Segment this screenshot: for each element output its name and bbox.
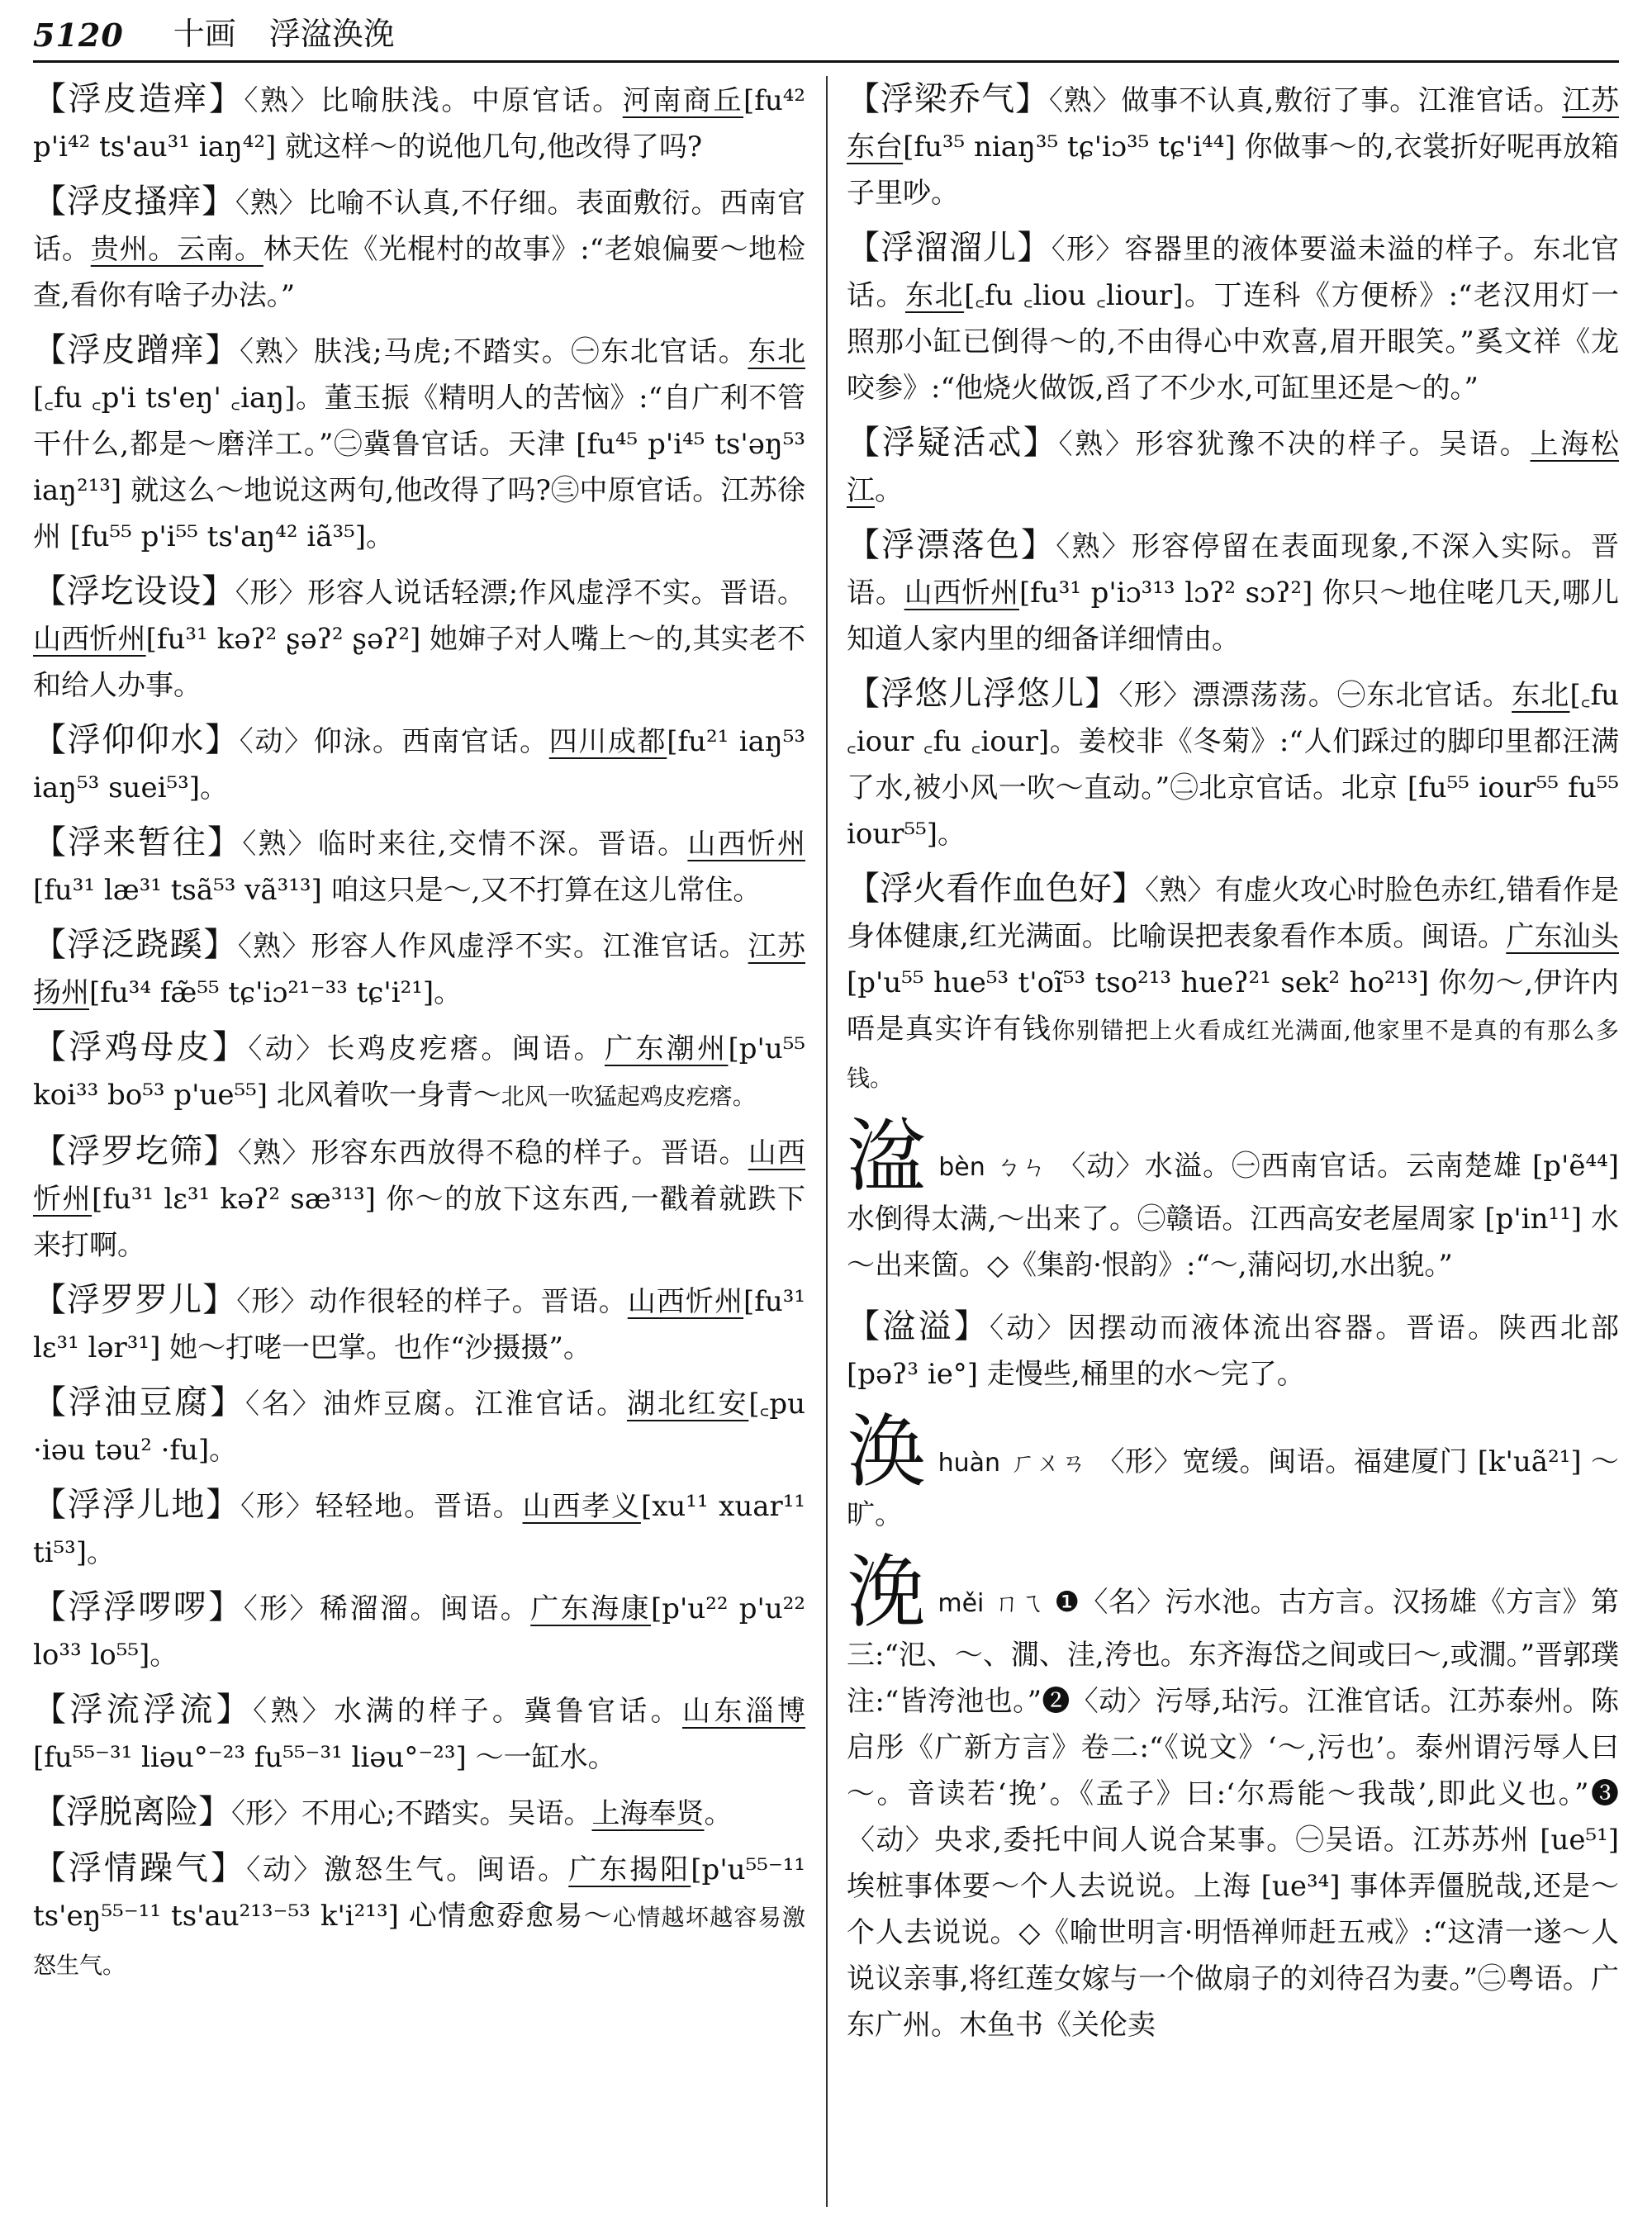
pinyin: měi [938, 1589, 985, 1618]
dictionary-entry [33, 327, 805, 560]
dictionary-entry [33, 1128, 805, 1269]
dictionary-entry [33, 1482, 805, 1576]
definition: 形容东西放得不稳的样子。晋语。 [311, 1136, 748, 1170]
entry-headword: 【浮溜溜儿】 [847, 229, 1051, 267]
entry-headword: 【浮脱离险】 [33, 1793, 231, 1831]
entry-text: 。 [704, 1797, 733, 1830]
part-of-speech: 〈动〉 [248, 1032, 327, 1065]
character-entry [847, 1546, 1619, 2048]
dictionary-entry [33, 1024, 805, 1120]
dictionary-entry [33, 178, 805, 319]
location: 上海奉贤 [591, 1797, 705, 1830]
entry-headword: 【浮油豆腐】 [33, 1383, 246, 1421]
definition: 容器里的液体要溢未溢的样子。东北官话。 [847, 233, 1619, 312]
entry-text: 污水池。古方言。汉扬雄《方言》第三:“氾、～、㵎、洼,洿也。东齐海岱之间或曰～,或㵎。”晋郭璞注:“皆洿池也。”❷〈动〉污辱,玷污。江淮官话。江苏泰州。陈启彤《广新方言》卷二:“《说文》‘～,污也’。泰州谓污辱人曰～。音读若‘挽’。《孟子》曰:‘尔焉能～我哉’,即此义也。”❸〈动〉央求,委托中间人说合某事。㊀吴语。江苏苏州 [ue⁵¹] 埃桩事体要～个人去说说。上海 [ue³⁴] 事体弄僵脱哉,还是～个人去说说。◇《喻世明言·明悟禅师赶五戒》:“这清一遂～人说议亲事,将红莲女嫁与一个做扇子的刘待召为妻。”㊁粤语。广东广州。木鱼书《关伦卖 [847, 1586, 1619, 2042]
definition: 形容人说话轻漂;作风虚浮不实。晋语。 [307, 576, 805, 610]
part-of-speech: 〈形〉 [1096, 1445, 1183, 1478]
dictionary-entry [33, 1277, 805, 1371]
location: 山西忻州 [33, 623, 146, 656]
entry-text: [fu⁵⁵⁻³¹ liəu°⁻²³ fu⁵⁵⁻³¹ liəu°⁻²³] ～一缸水。 [33, 1741, 616, 1774]
location: 山西忻州 [687, 828, 805, 861]
location: 河南商丘 [622, 84, 744, 117]
dictionary-entry [33, 1379, 805, 1473]
definition: 油炸豆腐。江淮官话。 [322, 1388, 627, 1421]
entry-text: [꜀pu ·iəu təu² ·fu]。 [33, 1388, 805, 1467]
dictionary-entry [33, 922, 805, 1016]
definition: 激怒生气。闽语。 [324, 1853, 569, 1886]
location: 湖北红安 [626, 1388, 749, 1421]
pinyin: bèn [938, 1153, 985, 1182]
location: 山西忻州 [627, 1285, 743, 1318]
part-of-speech: 〈动〉 [1057, 1150, 1145, 1183]
entry-text: 。 [875, 474, 903, 507]
entry-headword: 【浮皮蹭痒】 [33, 331, 240, 369]
dictionary-entry [847, 76, 1619, 216]
part-of-speech: 〈熟〉 [1056, 530, 1132, 563]
dictionary-entry [847, 225, 1619, 411]
location: 贵州。云南。 [90, 233, 263, 266]
entry-headword: 【浮疑活忒】 [847, 424, 1059, 462]
definition: 临时来往,交情不深。晋语。 [317, 828, 688, 861]
dictionary-entry [33, 1789, 805, 1837]
dictionary-entry [847, 671, 1619, 857]
dictionary-entry [33, 1687, 805, 1781]
entry-text: [꜀fu ꜀iour ꜀fu ꜀iour]。姜校非《冬菊》:“人们踩过的脚印里都汪满了水,被小风一吹～直动。”㊁北京官话。北京 [fu⁵⁵ iour⁵⁵ fu⁵⁵ iour⁵⁵]。 [847, 679, 1619, 851]
character-entry [847, 1110, 1619, 1288]
location: 山西孝义 [522, 1490, 641, 1523]
location: 广东潮州 [604, 1032, 729, 1065]
part-of-speech: 〈动〉 [246, 1853, 325, 1886]
right-column [847, 76, 1619, 2207]
part-of-speech: 〈熟〉 [239, 335, 314, 368]
headword-character: 涣 [847, 1406, 927, 1498]
definition: 轻轻地。晋语。 [315, 1490, 523, 1523]
definition: 形容犹豫不决的样子。吴语。 [1135, 428, 1531, 461]
location: 广东海康 [530, 1592, 651, 1625]
entry-text: [p'u²² p'u²² lo³³ lo⁵⁵]。 [33, 1592, 805, 1672]
part-of-speech: 〈形〉 [1118, 679, 1193, 712]
location: 江苏东台 [847, 84, 1619, 164]
part-of-speech: 〈熟〉 [237, 930, 311, 963]
zhuyin: ㄅㄣ [995, 1153, 1048, 1182]
definition: 形容停留在表面现象,不深入实际。晋语。 [847, 530, 1619, 610]
part-of-speech: 〈熟〉 [253, 1695, 335, 1728]
entry-text: [fu³⁴ fæ̃⁵⁵ tɕ'iɔ²¹⁻³³ tɕ'i²¹]。 [89, 976, 463, 1009]
part-of-speech: 〈熟〉 [1145, 874, 1216, 907]
dictionary-entry [33, 1584, 805, 1678]
zhuyin: ㄇㄟ [994, 1589, 1045, 1618]
entry-headword: 【浮圪设设】 [33, 572, 235, 610]
entry-headword: 【浮浮儿地】 [33, 1486, 241, 1524]
definition: 漂漂荡荡。㊀东北官话。 [1192, 679, 1512, 712]
gloss-note: 你别错把上火看成红光满面,他家里不是真的有那么多钱。 [847, 1017, 1619, 1092]
entry-text: [xu¹¹ xuar¹¹ ti⁵³]。 [33, 1490, 805, 1569]
part-of-speech: 〈形〉 [231, 1797, 301, 1830]
zhuyin: ㄏㄨㄢ [1010, 1449, 1087, 1478]
part-of-speech: 〈熟〉 [242, 828, 318, 861]
part-of-speech: 〈熟〉 [1048, 84, 1122, 117]
entry-text: [fu³¹ læ³¹ tsã⁵³ vã³¹³] 咱这只是～,又不打算在这儿常住。 [33, 874, 762, 907]
location: 四川成都 [548, 725, 667, 758]
entry-text: [꜀fu ꜀p'i ts'eŋ' ꜀iaŋ]。董玉振《精明人的苦恼》:“自广利不管干什么,都是～磨洋工。”㊁冀鲁官话。天津 [fu⁴⁵ p'i⁴⁵ ts'əŋ⁵³ iaŋ²¹³] 就这么～地说这两句,他改得了吗?㊂中原官话。江苏徐州 [fu⁵⁵ p'i⁵⁵ ts'aŋ⁴² iã³⁵]。 [33, 382, 805, 553]
definition: 长鸡皮疙瘩。闽语。 [326, 1032, 605, 1065]
definition: 形容人作风虚浮不实。江淮官话。 [311, 930, 748, 963]
definition: 比喻不认真,不仔细。表面敷衍。西南官话。 [33, 187, 805, 266]
part-of-speech: 〈熟〉 [237, 1136, 311, 1170]
location: 东北 [748, 335, 805, 368]
part-of-speech: 〈形〉 [243, 1592, 320, 1625]
part-of-speech: 〈名〉 [245, 1388, 323, 1421]
definition: 有虚火攻心时脸色赤红,错看作是身体健康,红光满面。比喻误把表象看作本质。闽语。 [847, 874, 1619, 953]
dictionary-entry [847, 522, 1619, 662]
entry-headword: 【浮情躁气】 [33, 1849, 247, 1887]
dictionary-entry [33, 717, 805, 811]
entry-text: [fu³¹ kəʔ² ʂəʔ² ʂəʔ²] 她婶子对人嘴上～的,其实老不和给人办事。 [33, 623, 805, 702]
entry-text: [p'u⁵⁵⁻¹¹ ts'eŋ⁵⁵⁻¹¹ ts'au²¹³⁻⁵³ k'i²¹³] 心情愈孬愈易～ [33, 1853, 805, 1933]
header-chars: 浮湓涣浼 [268, 16, 395, 52]
definition: 稀溜溜。闽语。 [320, 1592, 531, 1625]
part-of-speech: 〈形〉 [236, 1285, 310, 1318]
entry-headword: 【浮浮啰啰】 [33, 1588, 244, 1626]
location: 广东汕头 [1506, 920, 1619, 953]
entry-headword: 【浮流浮流】 [33, 1691, 254, 1729]
pinyin: huàn [938, 1449, 1001, 1478]
part-of-speech: ❶〈名〉 [1054, 1586, 1165, 1619]
entry-headword: 【浮仰仰水】 [33, 721, 240, 759]
part-of-speech: 〈动〉 [239, 725, 314, 758]
part-of-speech: 〈熟〉 [235, 187, 308, 220]
part-of-speech: 〈形〉 [1051, 233, 1125, 266]
entry-headword: 【浮漂落色】 [847, 526, 1056, 564]
entry-text: [fu⁴² p'i⁴² ts'au³¹ iaŋ⁴²] 就这样～的说他几句,他改得了吗? [33, 84, 805, 164]
entry-text: [fu²¹ iaŋ⁵³ iaŋ⁵³ suei⁵³]。 [33, 725, 805, 804]
location: 江苏扬州 [33, 930, 805, 1009]
entry-headword: 【浮皮造痒】 [33, 80, 244, 118]
dictionary-entry [847, 866, 1619, 1102]
entry-headword: 【浮梁乔气】 [847, 80, 1049, 118]
headword-character: 浼 [847, 1546, 927, 1639]
location: 广东揭阳 [568, 1853, 691, 1886]
dictionary-entry [33, 76, 805, 170]
entry-text: [fu³¹ lɛ³¹ kəʔ² sæ³¹³] 你～的放下这东西,一戳着就跌下来打啊。 [33, 1183, 805, 1262]
section-label: 十画 [173, 16, 236, 52]
left-column [33, 76, 805, 2207]
headword-character: 湓 [847, 1110, 928, 1203]
definition: 肤浅;马虎;不踏实。㊀东北官话。 [313, 335, 748, 368]
definition: 水满的样子。冀鲁官话。 [334, 1695, 682, 1728]
location: 山西忻州 [33, 1136, 805, 1216]
location: 上海松江 [847, 428, 1619, 507]
gloss-note: 北风一吹猛起鸡皮疙瘩。 [501, 1083, 756, 1110]
entry-headword: 【浮来暂往】 [33, 823, 243, 861]
definition: 动作很轻的样子。晋语。 [309, 1285, 628, 1318]
entry-headword: 【浮罗圪筛】 [33, 1132, 238, 1170]
dictionary-entry [847, 420, 1619, 514]
entry-text: [fu³¹ lɛ³¹ lər³¹] 她～打咾一巴掌。也作“沙摄摄”。 [33, 1285, 805, 1364]
sub-headword: 【湓溢】 [847, 1307, 990, 1345]
entry-headword: 【浮泛跷蹊】 [33, 926, 238, 964]
character-entry [847, 1303, 1619, 1397]
entry-text: [p'u⁵⁵ hue⁵³ t'oĩ⁵³ tso²¹³ hueʔ²¹ sek² ho²¹³] 你勿～,伊许内唔是真实许有钱 [847, 966, 1619, 1046]
entry-headword: 【浮悠儿浮悠儿】 [847, 675, 1119, 713]
character-entry [847, 1406, 1619, 1538]
location: 山西忻州 [904, 576, 1019, 610]
dictionary-entry [33, 1845, 805, 1989]
dictionary-entry [33, 819, 805, 913]
part-of-speech: 〈形〉 [240, 1490, 316, 1523]
entry-text: [꜀fu ꜀liou ꜀liour]。丁连科《方便桥》:“老汉用灯一照那小缸已倒得～的,不由得心中欢喜,眉开眼笑。”奚文祥《龙咬参》:“他烧火做饭,舀了不少水,可缸里还是～的。” [847, 279, 1619, 405]
part-of-speech: 〈熟〉 [244, 84, 321, 117]
entry-text: 宽缓。闽语。福建厦门 [k'uã²¹] ～旷。 [847, 1445, 1619, 1531]
location: 东北 [905, 279, 965, 312]
entry-text: [fu³¹ p'iɔ³¹³ lɔʔ² sɔʔ²] 你只～地住咾几天,哪儿知道人家内里的细备详细情由。 [847, 576, 1619, 656]
entry-text: [p'u⁵⁵ koi³³ bo⁵³ p'ue⁵⁵] 北风着吹一身青～ [33, 1032, 805, 1112]
entry-text: [fu³⁵ niaŋ³⁵ tɕ'iɔ³⁵ tɕ'i⁴⁴] 你做事～的,衣裳折好呢再放箱子里吵。 [847, 130, 1619, 210]
entry-headword: 【浮罗罗儿】 [33, 1281, 237, 1319]
entry-headword: 【浮火看作血色好】 [847, 870, 1146, 908]
part-of-speech: 〈形〉 [235, 576, 308, 610]
entry-text: 水溢。㊀西南官话。云南楚雄 [p'ẽ⁴⁴] 水倒得太满,～出来了。㊁赣语。江西高安老屋周家 [p'in¹¹] 水～出来箇。◇《集韵·恨韵》:“～,蒲闷切,水出貌。” [847, 1150, 1619, 1282]
entry-headword: 【浮鸡母皮】 [33, 1028, 249, 1066]
part-of-speech: 〈动〉 [990, 1312, 1068, 1345]
definition: 仰泳。西南官话。 [313, 725, 549, 758]
column-divider [826, 76, 828, 2207]
gloss-note: 心情越坏越容易激怒生气。 [33, 1904, 805, 1979]
definition: 做事不认真,敷衍了事。江淮官话。 [1121, 84, 1563, 117]
definition: 不用心;不踏实。吴语。 [301, 1797, 592, 1830]
definition: 比喻肤浅。中原官话。 [320, 84, 623, 117]
part-of-speech: 〈熟〉 [1058, 428, 1136, 461]
location: 山东淄博 [681, 1695, 805, 1728]
entry-text: 林天佐《光棍村的故事》:“老娘偏要～地检查,看你有啥子办法。” [33, 233, 805, 312]
entry-text: 因摆动而液体流出容器。晋语。陕西北部 [pəʔ³ ie°] 走慢些,桶里的水～完了。 [847, 1312, 1619, 1391]
page-header [33, 15, 1619, 63]
entry-headword: 【浮皮搔痒】 [33, 183, 235, 221]
dictionary-entry [33, 568, 805, 709]
location: 东北 [1512, 679, 1570, 712]
page-number: 5120 [33, 17, 124, 54]
